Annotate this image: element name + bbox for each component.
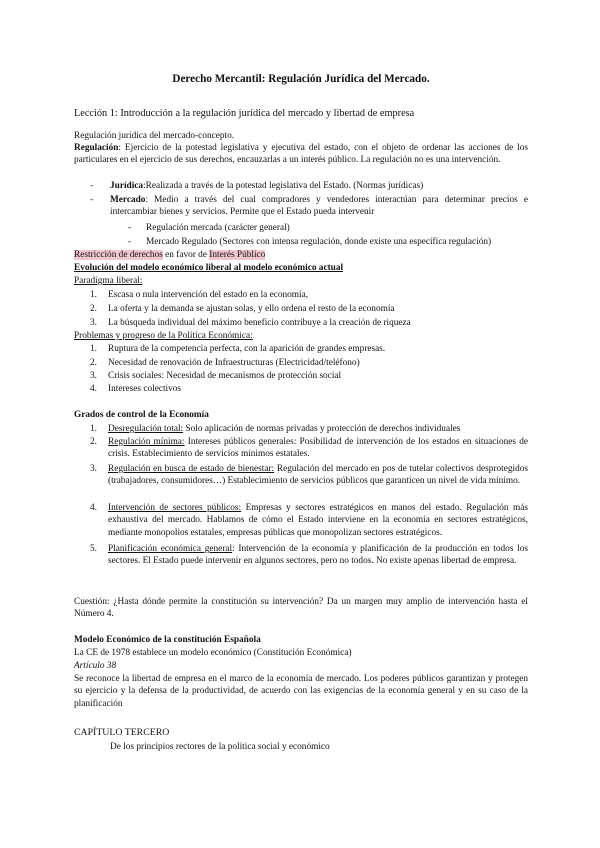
- bullet-label: Mercado: [110, 195, 146, 205]
- list-item: 2. Necesidad de renovación de Infraestructuras (Electricidad/teléfono): [74, 357, 528, 369]
- list-item-text: La búsqueda individual del máximo beneficio contribuye a la creación de riqueza: [108, 318, 411, 328]
- paradigma-heading-text: Paradigma liberal:: [74, 276, 143, 286]
- list-item: 2. Regulación mínima: Intereses públicos generales: Posibilidad de intervención de los estados en situaciones de crisis. Establecimiento de servicios mínimos estatales.: [90, 437, 528, 460]
- regulacion-label: Regulación: [74, 143, 119, 153]
- list-item: 4. Intereses colectivos: [74, 383, 528, 395]
- list-item: [74, 180, 528, 192]
- grado-label: Intervención de sectores públicos:: [108, 503, 242, 513]
- sub-bullet-text: Mercado Regulado (Sectores con intensa regulación, donde existe una específica regulación): [146, 237, 492, 247]
- paradigma-heading: [74, 275, 528, 287]
- grado-text: Regulación del mercado en pos de tutelar colectivos desprotegidos (trabajadores, consumidores…) Establecimiento de servicios públicos que garanticen un nivel de vida mínimo.: [108, 464, 528, 487]
- grados-heading: [74, 409, 528, 421]
- restriccion-connector: en favor de: [162, 250, 210, 260]
- problemas-heading-text: Problemas y progreso de la Política Económica:: [74, 331, 253, 341]
- bullet-dash: -: [128, 237, 132, 247]
- grado-text: Solo aplicación de normas privadas y protección de derechos individuales: [183, 424, 461, 434]
- list-item: 2. La oferta y la demanda se ajustan solas, y ello ordena el resto de la economía: [74, 303, 528, 315]
- problemas-heading: [74, 330, 528, 342]
- evolucion-heading-text: Evolución del modelo económico liberal al modelo económico actual: [74, 263, 344, 273]
- capitulo-subheading: De los principios rectores de la política social y económico: [110, 742, 330, 752]
- highlight-text: Interés Público: [209, 250, 266, 260]
- list-item: 1. Ruptura de la competencia perfecta, con la aparición de grandes empresas.: [74, 343, 528, 355]
- list-item-text: La oferta y la demanda se ajustan solas, y ello ordena el resto de la economía: [108, 304, 395, 314]
- document-title: Derecho Mercantil: Regulación Jurídica del Mercado.: [172, 73, 430, 85]
- list-item: 3. Crisis sociales: Necesidad de mecanismos de protección social: [74, 370, 528, 382]
- list-item: 5. Planificación económica general: Intervención de la economía y planificación de la producción en todos los sectores. El Estado puede intervenir en algunos sectores, pero no todos. No existe apenas libertad de empresa.: [90, 544, 528, 567]
- list-item-text: Intereses colectivos: [108, 384, 182, 394]
- list-item: 1. Desregulación total: Solo aplicación de normas privadas y protección de derechos individuales: [90, 424, 461, 434]
- bullet-label: Jurídica: [110, 181, 144, 191]
- highlight-text: Restricción de derechos: [74, 250, 163, 260]
- regulacion-paragraph: [74, 142, 528, 167]
- modelo-text: La CE de 1978 establece un modelo económico (Constitución Económica): [74, 648, 352, 658]
- list-item: [74, 222, 528, 234]
- list-item-text: Ruptura de la competencia perfecta, con la aparición de grandes empresas.: [108, 344, 386, 354]
- grado-text: : Intervención de la economía y planificación de la producción en todos los sectores. El Estado puede intervenir en algunos sectores, pero no todos. No existe apenas libertad de empresa.: [108, 544, 528, 567]
- list-item-text: Escasa o nula intervención del estado en la economía,: [108, 290, 309, 300]
- regulacion-text: : Ejercicio de la potestad legislativa y ejecutiva del estado, con el objeto de ordenar las acciones de los particulares en el ejercicio de sus derechos, encauzarlas a un interés público. La regulación no es una intervención.: [74, 143, 528, 166]
- list-item: [74, 236, 528, 248]
- bullet-text: :Realizada a través de la potestad legislativa del Estado. (Normas jurídicas): [143, 181, 424, 191]
- grado-label: Planificación económica general: [108, 544, 233, 554]
- bullet-dash: -: [90, 181, 94, 191]
- articulo-paragraph: Se reconoce la libertad de empresa en el marco de la economía de mercado. Los poderes públicos garantizan y protegen su ejercicio y la defensa de la productividad, de acuerdo con las exigencias de la economía general y en su caso de la planificación: [74, 674, 528, 709]
- restriccion-line: [74, 249, 528, 261]
- grado-text: Intereses públicos generales: Posibilidad de intervención de los estados en situaciones de crisis. Establecimiento de servicios mínimos estatales.: [108, 437, 528, 460]
- modelo-heading-text: Modelo Económico de la constitución Española: [74, 635, 261, 645]
- capitulo-heading: CAPÍTULO TERCERO: [74, 727, 170, 738]
- grados-heading-text: Grados de control de la Economía: [74, 410, 209, 420]
- list-item: 3. La búsqueda individual del máximo beneficio contribuye a la creación de riqueza: [74, 317, 528, 329]
- bullet-dash: -: [128, 223, 132, 233]
- grado-label: Regulación mínima:: [108, 437, 185, 447]
- lesson-heading: Lección 1: Introducción a la regulación jurídica del mercado y libertad de empresa: [74, 108, 415, 119]
- modelo-heading: [74, 634, 528, 646]
- concept-heading: Regulación jurídica del mercado-concepto.: [74, 131, 235, 141]
- bullet-text: : Medio a través del cual compradores y vendedores interactúan para determinar precios e intercambiar bienes y servicios. Permite que el Estado pueda intervenir: [110, 195, 528, 218]
- list-item: [74, 194, 528, 220]
- list-item: 3. Regulación en busca de estado de bienestar: Regulación del mercado en pos de tutelar colectivos desprotegidos (trabajadores, consumidores…) Establecimiento de servicios públicos que garanticen un nivel de vida mínimo.: [90, 464, 528, 487]
- list-item: 4. Intervención de sectores públicos: Empresas y sectores estratégicos en manos del estado. Regulación más exhaustiva del mercado. Hablamos de cómo el Estado interviene en la economía en sectores estratégicos, mediante monopolios estatales, empresas públicas que monopolizan sectores estratégicos.: [90, 503, 528, 538]
- articulo-heading: Artículo 38: [74, 661, 117, 671]
- grado-text: Empresas y sectores estratégicos en manos del estado. Regulación más exhaustiva del mercado. Hablamos de cómo el Estado interviene en la economía en sectores estratégicos, mediante monopolios estatales, empresas públicas que monopolizan sectores estratégicos.: [108, 503, 528, 538]
- list-item-text: Crisis sociales: Necesidad de mecanismos de protección social: [108, 371, 342, 381]
- grado-label: Desregulación total:: [108, 424, 184, 434]
- cuestion-paragraph: Cuestión: ¿Hasta dónde permite la constitución su intervención? Da un margen muy amplio de intervención hasta el Número 4.: [74, 597, 528, 620]
- list-item-text: Necesidad de renovación de Infraestructuras (Electricidad/teléfono): [108, 358, 360, 368]
- evolucion-heading: [74, 262, 528, 274]
- grado-label: Regulación en busca de estado de bienestar:: [108, 464, 275, 474]
- list-item: 1. Escasa o nula intervención del estado en la economía,: [74, 289, 528, 301]
- sub-bullet-text: Regulación mercada (carácter general): [146, 223, 290, 233]
- bullet-dash: -: [90, 195, 94, 205]
